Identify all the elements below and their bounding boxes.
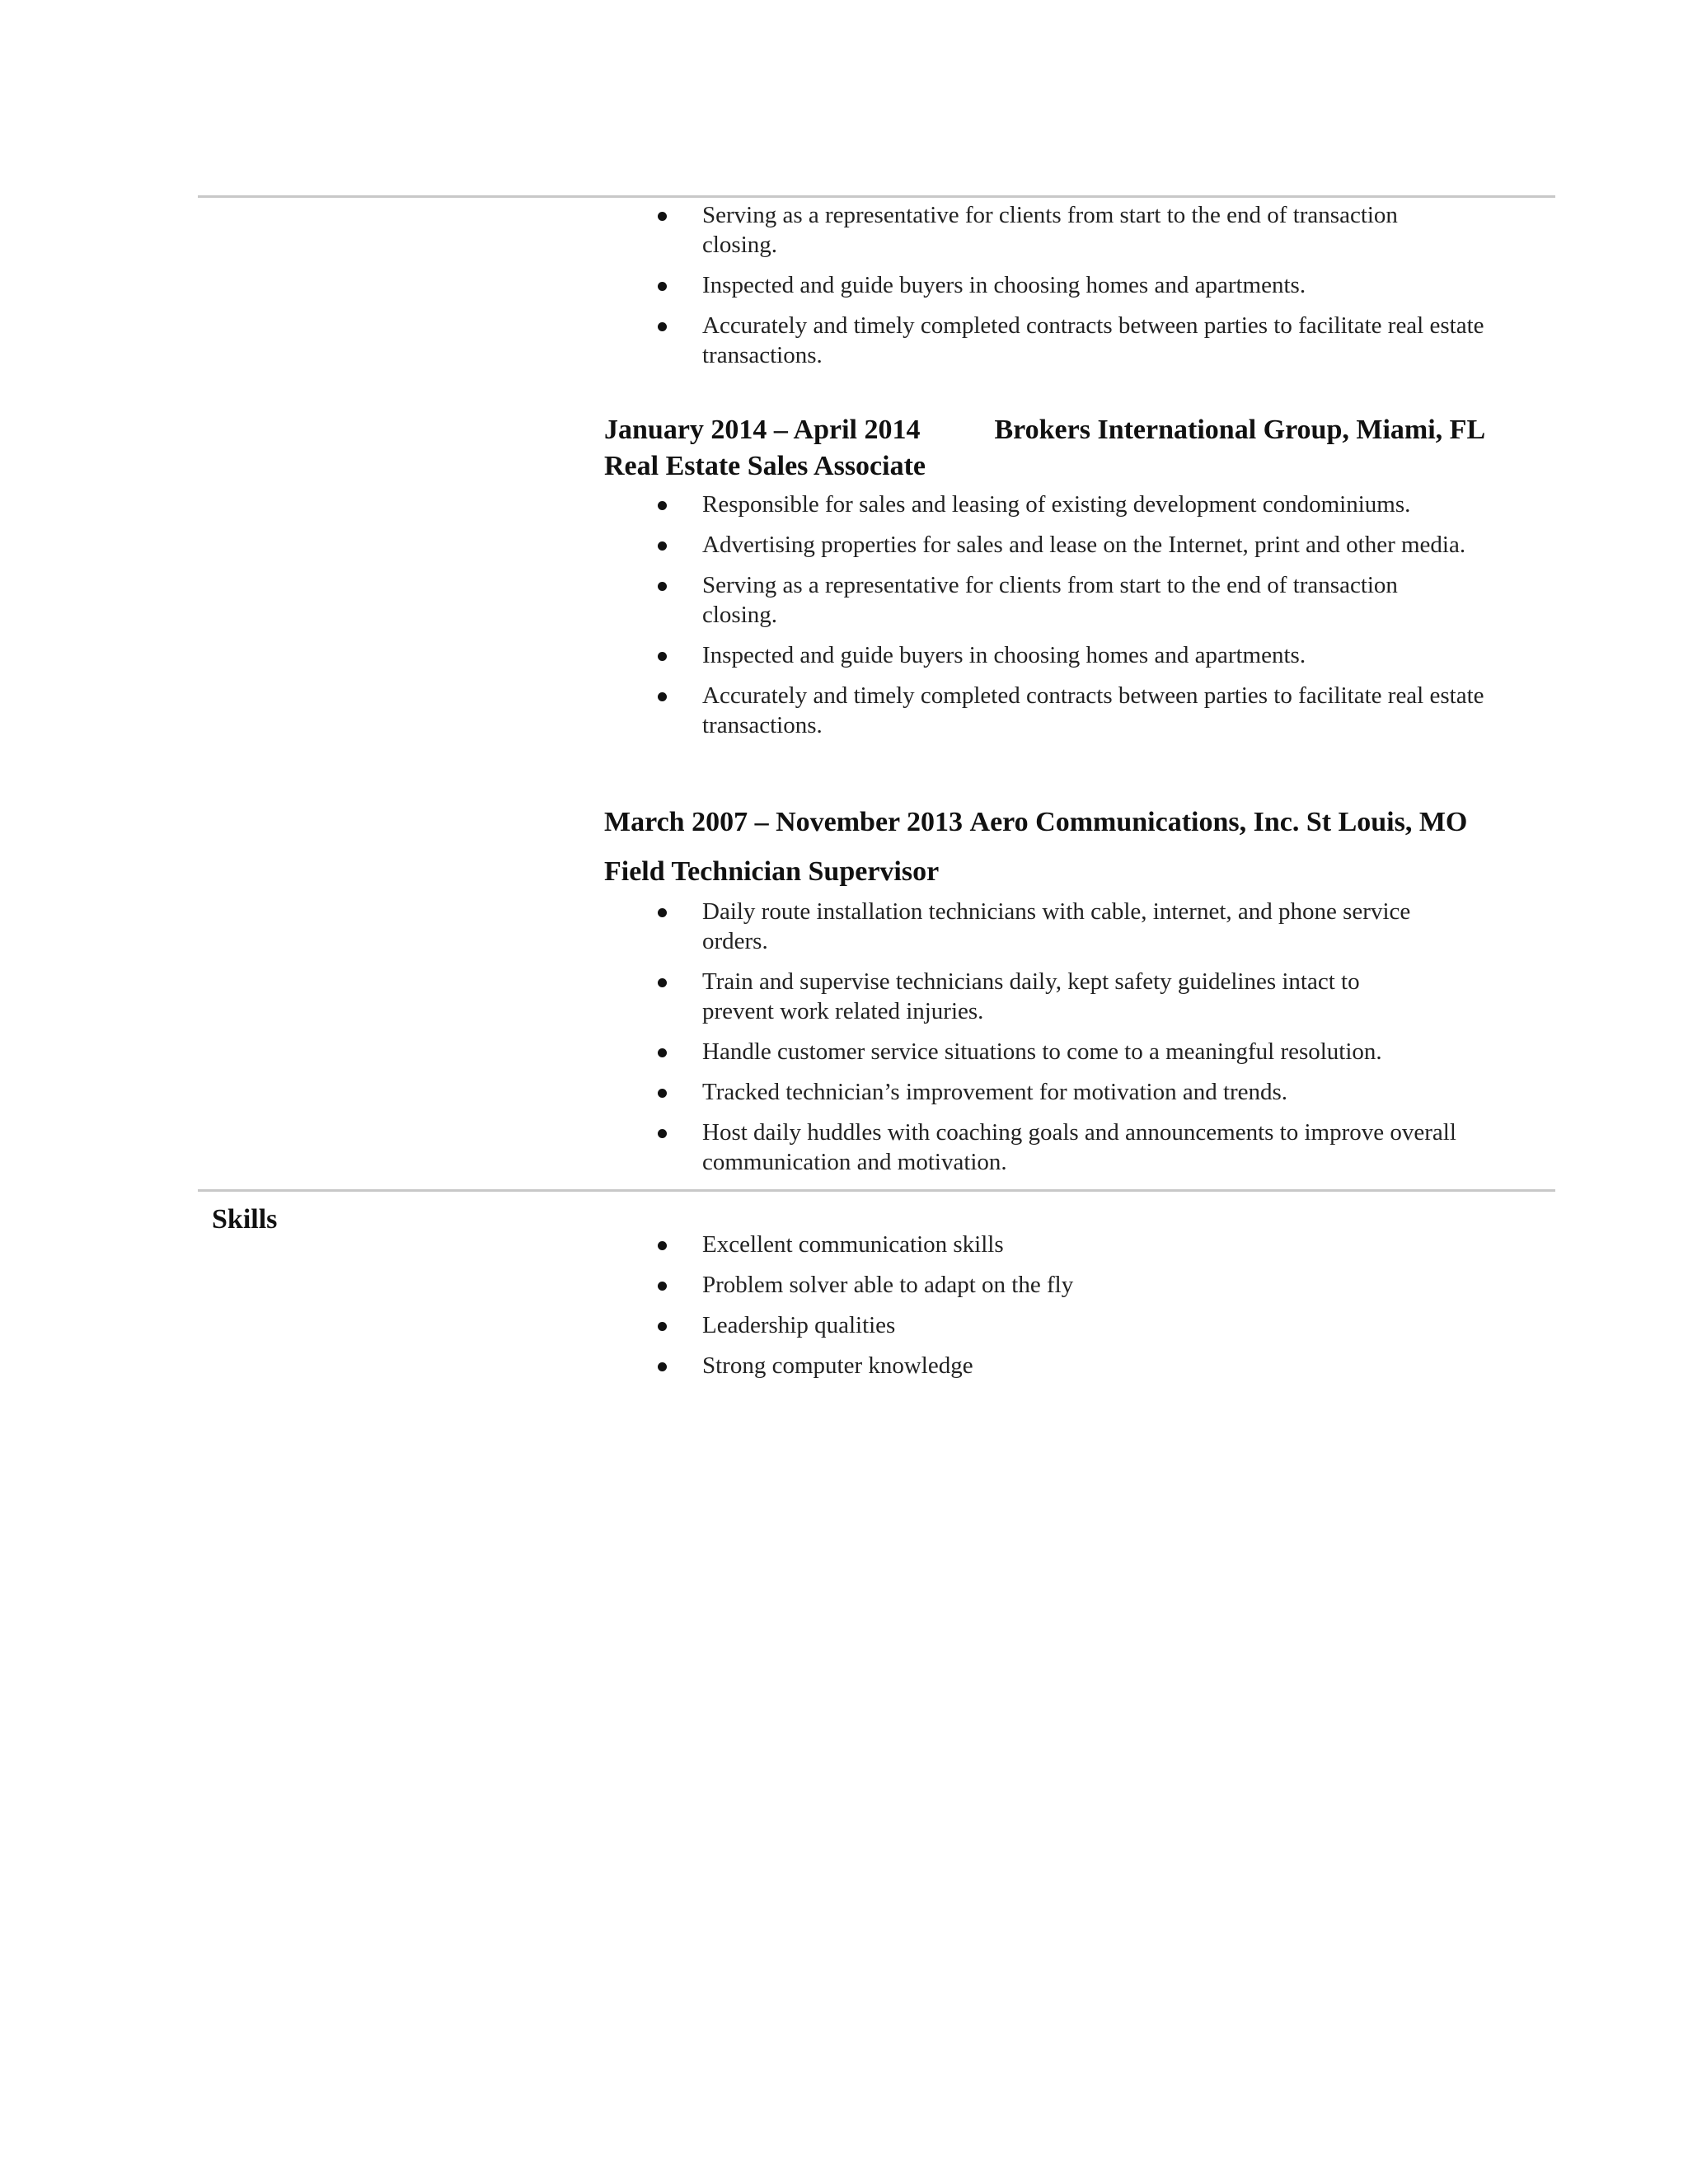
continued-job-details — [604, 200, 1527, 381]
job-company: Brokers International Group, Miami, FL — [994, 415, 1486, 445]
list-item: Excellent communication skills — [604, 1230, 1527, 1259]
section-divider-top — [198, 195, 1555, 198]
list-item: Train and supervise technicians daily, kept safety guidelines intact to prevent work related injuries. — [604, 967, 1428, 1026]
section-divider-skills — [198, 1189, 1555, 1192]
list-item: Leadership qualities — [604, 1310, 1527, 1340]
list-item: Inspected and guide buyers in choosing homes and apartments. — [604, 270, 1527, 300]
job-title: Field Technician Supervisor — [604, 856, 940, 887]
job-dates: January 2014 – April 2014 — [604, 415, 921, 445]
list-item: Serving as a representative for clients from start to the end of transaction closing. — [604, 200, 1411, 260]
skills-bullet-list — [604, 1230, 1527, 1380]
job-header — [604, 804, 1527, 841]
job-company: Aero Communications, Inc. St Louis, MO — [969, 807, 1468, 837]
list-item: Daily route installation technicians with cable, internet, and phone service orders. — [604, 897, 1411, 956]
list-item: Accurately and timely completed contracts between parties to facilitate real estate transactions. — [604, 311, 1526, 370]
job-bullet-list — [604, 490, 1527, 740]
list-item: Accurately and timely completed contracts between parties to facilitate real estate transactions. — [604, 681, 1526, 740]
list-item: Advertising properties for sales and lease on the Internet, print and other media. — [604, 530, 1526, 560]
list-item: Problem solver able to adapt on the fly — [604, 1270, 1527, 1300]
job-header — [604, 412, 1527, 448]
list-item: Responsible for sales and leasing of existing development condominiums. — [604, 490, 1527, 519]
job-entry-aero — [604, 804, 1527, 1188]
job-bullet-list — [604, 897, 1527, 1177]
section-label-skills: Skills — [212, 1204, 278, 1235]
list-item: Host daily huddles with coaching goals and announcements to improve overall communication and motivation. — [604, 1118, 1526, 1177]
list-item: Tracked technician’s improvement for motivation and trends. — [604, 1077, 1527, 1107]
list-item: Serving as a representative for clients from start to the end of transaction closing. — [604, 570, 1411, 630]
list-item: Strong computer knowledge — [604, 1351, 1527, 1380]
job-entry-brokers — [604, 412, 1527, 751]
job-dates: March 2007 – November 2013 — [604, 807, 964, 837]
continued-bullet-list — [604, 200, 1527, 370]
job-title: Real Estate Sales Associate — [604, 451, 926, 481]
skills-section — [604, 1230, 1527, 1391]
list-item: Handle customer service situations to come to a meaningful resolution. — [604, 1037, 1527, 1066]
list-item: Inspected and guide buyers in choosing homes and apartments. — [604, 640, 1527, 670]
